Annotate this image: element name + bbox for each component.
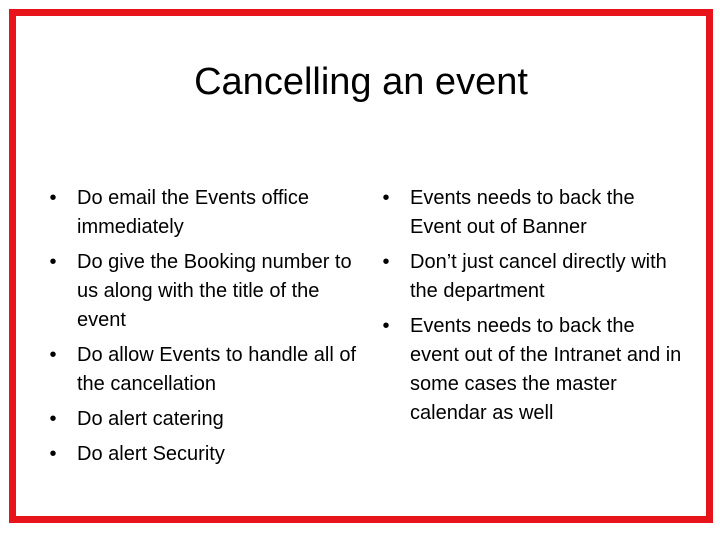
- right-bullet-list: [362, 184, 682, 434]
- list-item: [29, 248, 359, 335]
- bullet-icon: •: [49, 344, 57, 366]
- list-item: [29, 405, 359, 434]
- list-item-text: Do alert Security: [77, 443, 225, 465]
- bullet-icon: •: [49, 408, 57, 430]
- list-item-text: Do email the Events office immediately: [77, 187, 309, 238]
- list-item-text: Do give the Booking number to us along with the title of the event: [77, 251, 352, 331]
- list-item: [362, 184, 682, 242]
- list-item-text: Events needs to back the Event out of Banner: [410, 187, 635, 238]
- list-item-text: Don’t just cancel directly with the department: [410, 251, 667, 302]
- list-item: [29, 184, 359, 242]
- list-item-text: Do alert catering: [77, 408, 224, 430]
- list-item: [362, 248, 682, 306]
- list-item: [362, 312, 682, 428]
- bullet-icon: •: [49, 187, 57, 209]
- bullet-icon: •: [49, 443, 57, 465]
- slide-title: Cancelling an event: [194, 61, 528, 103]
- bullet-icon: •: [382, 187, 390, 209]
- bullet-icon: •: [382, 315, 390, 337]
- slide-frame: [9, 9, 713, 523]
- list-item: [29, 440, 359, 469]
- list-item: [29, 341, 359, 399]
- list-item-text: Events needs to back the event out of the Intranet and in some cases the master calendar as well: [410, 315, 682, 424]
- bullet-icon: •: [49, 251, 57, 273]
- left-bullet-list: [29, 184, 359, 475]
- bullet-icon: •: [382, 251, 390, 273]
- list-item-text: Do allow Events to handle all of the cancellation: [77, 344, 357, 395]
